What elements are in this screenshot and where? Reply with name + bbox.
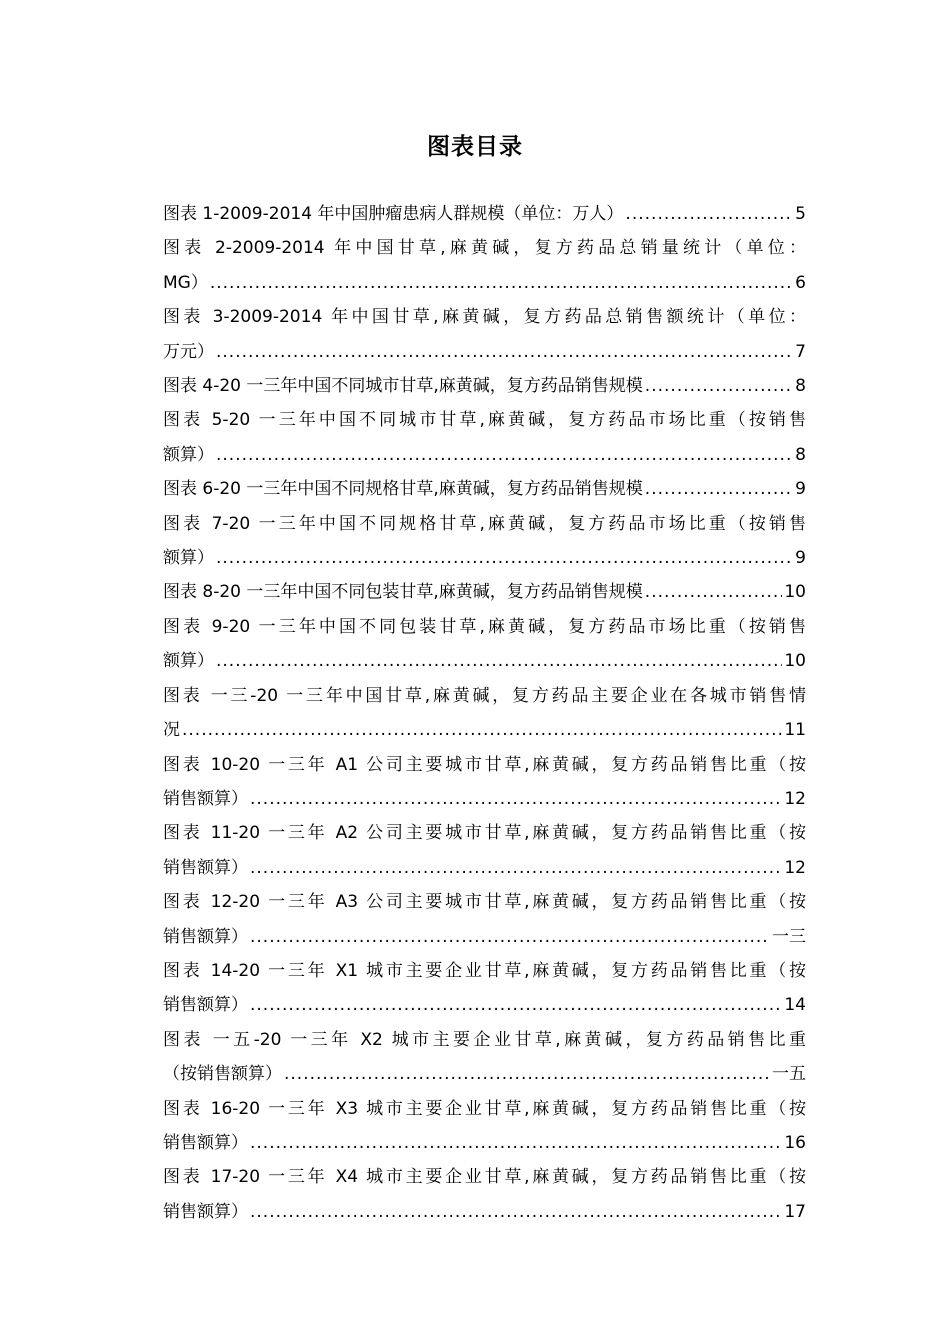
toc-entry-leader-line — [163, 988, 806, 1022]
toc-entry-text: 销售额算） — [163, 788, 248, 809]
toc-entry-leader-line — [163, 920, 806, 954]
toc-entry[interactable] — [163, 403, 806, 472]
toc-entry-text: 额算） — [163, 548, 214, 569]
toc-entry-text: 销售额算） — [163, 995, 248, 1016]
toc-entry-text: 况 — [163, 720, 180, 741]
toc-entry-text: 图表 17-20 一三年 X4 城市主要企业甘草,麻黄碱，复方药品销售比重（按 — [163, 1167, 806, 1188]
toc-entry[interactable] — [163, 197, 806, 231]
toc-entry-text: 图表 5-20 一三年中国不同城市甘草,麻黄碱，复方药品市场比重（按销售 — [163, 410, 806, 431]
toc-entry-leader-line — [163, 575, 806, 609]
toc-entry[interactable] — [163, 575, 806, 609]
toc-page-number: 一三 — [772, 926, 806, 947]
toc-entry-leader-line — [163, 438, 806, 472]
dot-leader — [210, 266, 793, 300]
toc-entry[interactable] — [163, 954, 806, 1023]
toc-entry[interactable] — [163, 1023, 806, 1092]
toc-entry-leader-line — [163, 369, 806, 403]
toc-entry-text: MG） — [163, 272, 208, 293]
dot-leader — [216, 541, 793, 575]
dot-leader — [250, 851, 782, 885]
toc-entry-text: 图表 1-2009-2014 年中国肿瘤患病人群规模（单位：万人） — [163, 204, 624, 224]
toc-page-number: 7 — [795, 341, 806, 362]
table-of-figures — [163, 197, 806, 1229]
toc-page-number: 8 — [795, 444, 806, 465]
toc-entry-leader-line — [163, 335, 806, 369]
toc-entry-text: 图表 一三-20 一三年中国甘草,麻黄碱，复方药品主要企业在各城市销售情 — [163, 685, 806, 706]
toc-page-number: 9 — [795, 548, 806, 569]
toc-entry[interactable] — [163, 610, 806, 679]
toc-entry-text: 图表 2-2009-2014 年中国甘草,麻黄碱，复方药品总销量统计（单位： — [163, 238, 806, 259]
toc-entry-leader-line — [163, 713, 806, 747]
toc-entry-leader-line — [163, 851, 806, 885]
dot-leader — [216, 644, 782, 678]
toc-entry-leader-line — [163, 1126, 806, 1160]
toc-entry-text: 图表 11-20 一三年 A2 公司主要城市甘草,麻黄碱，复方药品销售比重（按 — [163, 823, 806, 844]
toc-entry[interactable] — [163, 1160, 806, 1229]
toc-entry-text: 图表 7-20 一三年中国不同规格甘草,麻黄碱，复方药品市场比重（按销售 — [163, 513, 806, 534]
toc-entry-text: 图表 8-20 一三年中国不同包装甘草,麻黄碱，复方药品销售规模 — [163, 582, 643, 603]
toc-page-number: 16 — [784, 1132, 806, 1153]
toc-entry-text: 图表 10-20 一三年 A1 公司主要城市甘草,麻黄碱，复方药品销售比重（按 — [163, 754, 806, 775]
toc-entry[interactable] — [163, 748, 806, 817]
dot-leader — [216, 438, 793, 472]
toc-entry-text: 图表 4-20 一三年中国不同城市甘草,麻黄碱，复方药品销售规模 — [163, 376, 643, 397]
dot-leader — [645, 472, 793, 506]
toc-page-number: 11 — [784, 720, 806, 741]
toc-entry-text: 额算） — [163, 444, 214, 465]
toc-entry-leader-line — [163, 1195, 806, 1229]
dot-leader — [250, 782, 782, 816]
toc-entry-leader-line — [163, 541, 806, 575]
toc-page-number: 10 — [784, 651, 806, 672]
toc-entry-text: 万元） — [163, 341, 214, 362]
toc-entry[interactable] — [163, 1092, 806, 1161]
toc-page-number: 8 — [795, 376, 806, 397]
toc-page-number: 17 — [784, 1201, 806, 1222]
dot-leader — [645, 369, 793, 403]
toc-entry-text: 图表 14-20 一三年 X1 城市主要企业甘草,麻黄碱，复方药品销售比重（按 — [163, 960, 806, 981]
toc-page-number: 12 — [784, 857, 806, 878]
dot-leader — [182, 713, 782, 747]
dot-leader — [250, 1126, 782, 1160]
toc-entry[interactable] — [163, 369, 806, 403]
toc-entry[interactable] — [163, 885, 806, 954]
toc-page-number: 5 — [795, 204, 806, 224]
toc-entry-leader-line — [163, 197, 806, 231]
toc-entry[interactable] — [163, 679, 806, 748]
toc-page-number: 12 — [784, 788, 806, 809]
dot-leader — [284, 1057, 770, 1091]
toc-entry-text: 销售额算） — [163, 926, 248, 947]
toc-entry[interactable] — [163, 300, 806, 369]
toc-entry-leader-line — [163, 266, 806, 300]
toc-entry-text: 图表 9-20 一三年中国不同包装甘草,麻黄碱，复方药品市场比重（按销售 — [163, 616, 806, 637]
toc-page-number: 一五 — [772, 1064, 806, 1085]
toc-entry-text: 销售额算） — [163, 1132, 248, 1153]
toc-entry-text: （按销售额算） — [163, 1064, 282, 1085]
toc-entry[interactable] — [163, 507, 806, 576]
toc-entry-text: 销售额算） — [163, 857, 248, 878]
toc-entry[interactable] — [163, 472, 806, 506]
dot-leader — [250, 988, 782, 1022]
dot-leader — [645, 575, 783, 609]
toc-entry[interactable] — [163, 231, 806, 300]
toc-entry-leader-line — [163, 644, 806, 678]
dot-leader — [250, 920, 770, 954]
toc-page-number: 9 — [795, 479, 806, 500]
dot-leader — [216, 335, 793, 369]
dot-leader — [250, 1195, 782, 1229]
toc-entry-leader-line — [163, 472, 806, 506]
toc-entry-text: 销售额算） — [163, 1201, 248, 1222]
toc-entry-leader-line — [163, 1057, 806, 1091]
toc-page-number: 10 — [784, 582, 806, 603]
toc-page-number: 14 — [784, 995, 806, 1016]
toc-entry-text: 图表 6-20 一三年中国不同规格甘草,麻黄碱，复方药品销售规模 — [163, 479, 643, 500]
toc-entry-text: 图表 16-20 一三年 X3 城市主要企业甘草,麻黄碱，复方药品销售比重（按 — [163, 1098, 806, 1119]
toc-entry-text: 额算） — [163, 651, 214, 672]
toc-entry-leader-line — [163, 782, 806, 816]
toc-entry-text: 图表 一五-20 一三年 X2 城市主要企业甘草,麻黄碱，复方药品销售比重 — [163, 1029, 806, 1050]
toc-entry[interactable] — [163, 816, 806, 885]
toc-entry-text: 图表 3-2009-2014 年中国甘草,麻黄碱，复方药品总销售额统计（单位： — [163, 307, 806, 328]
page-title: 图表目录 — [427, 134, 523, 160]
toc-page-number: 6 — [795, 272, 806, 293]
dot-leader — [625, 197, 793, 231]
toc-entry-text: 图表 12-20 一三年 A3 公司主要城市甘草,麻黄碱，复方药品销售比重（按 — [163, 892, 806, 913]
